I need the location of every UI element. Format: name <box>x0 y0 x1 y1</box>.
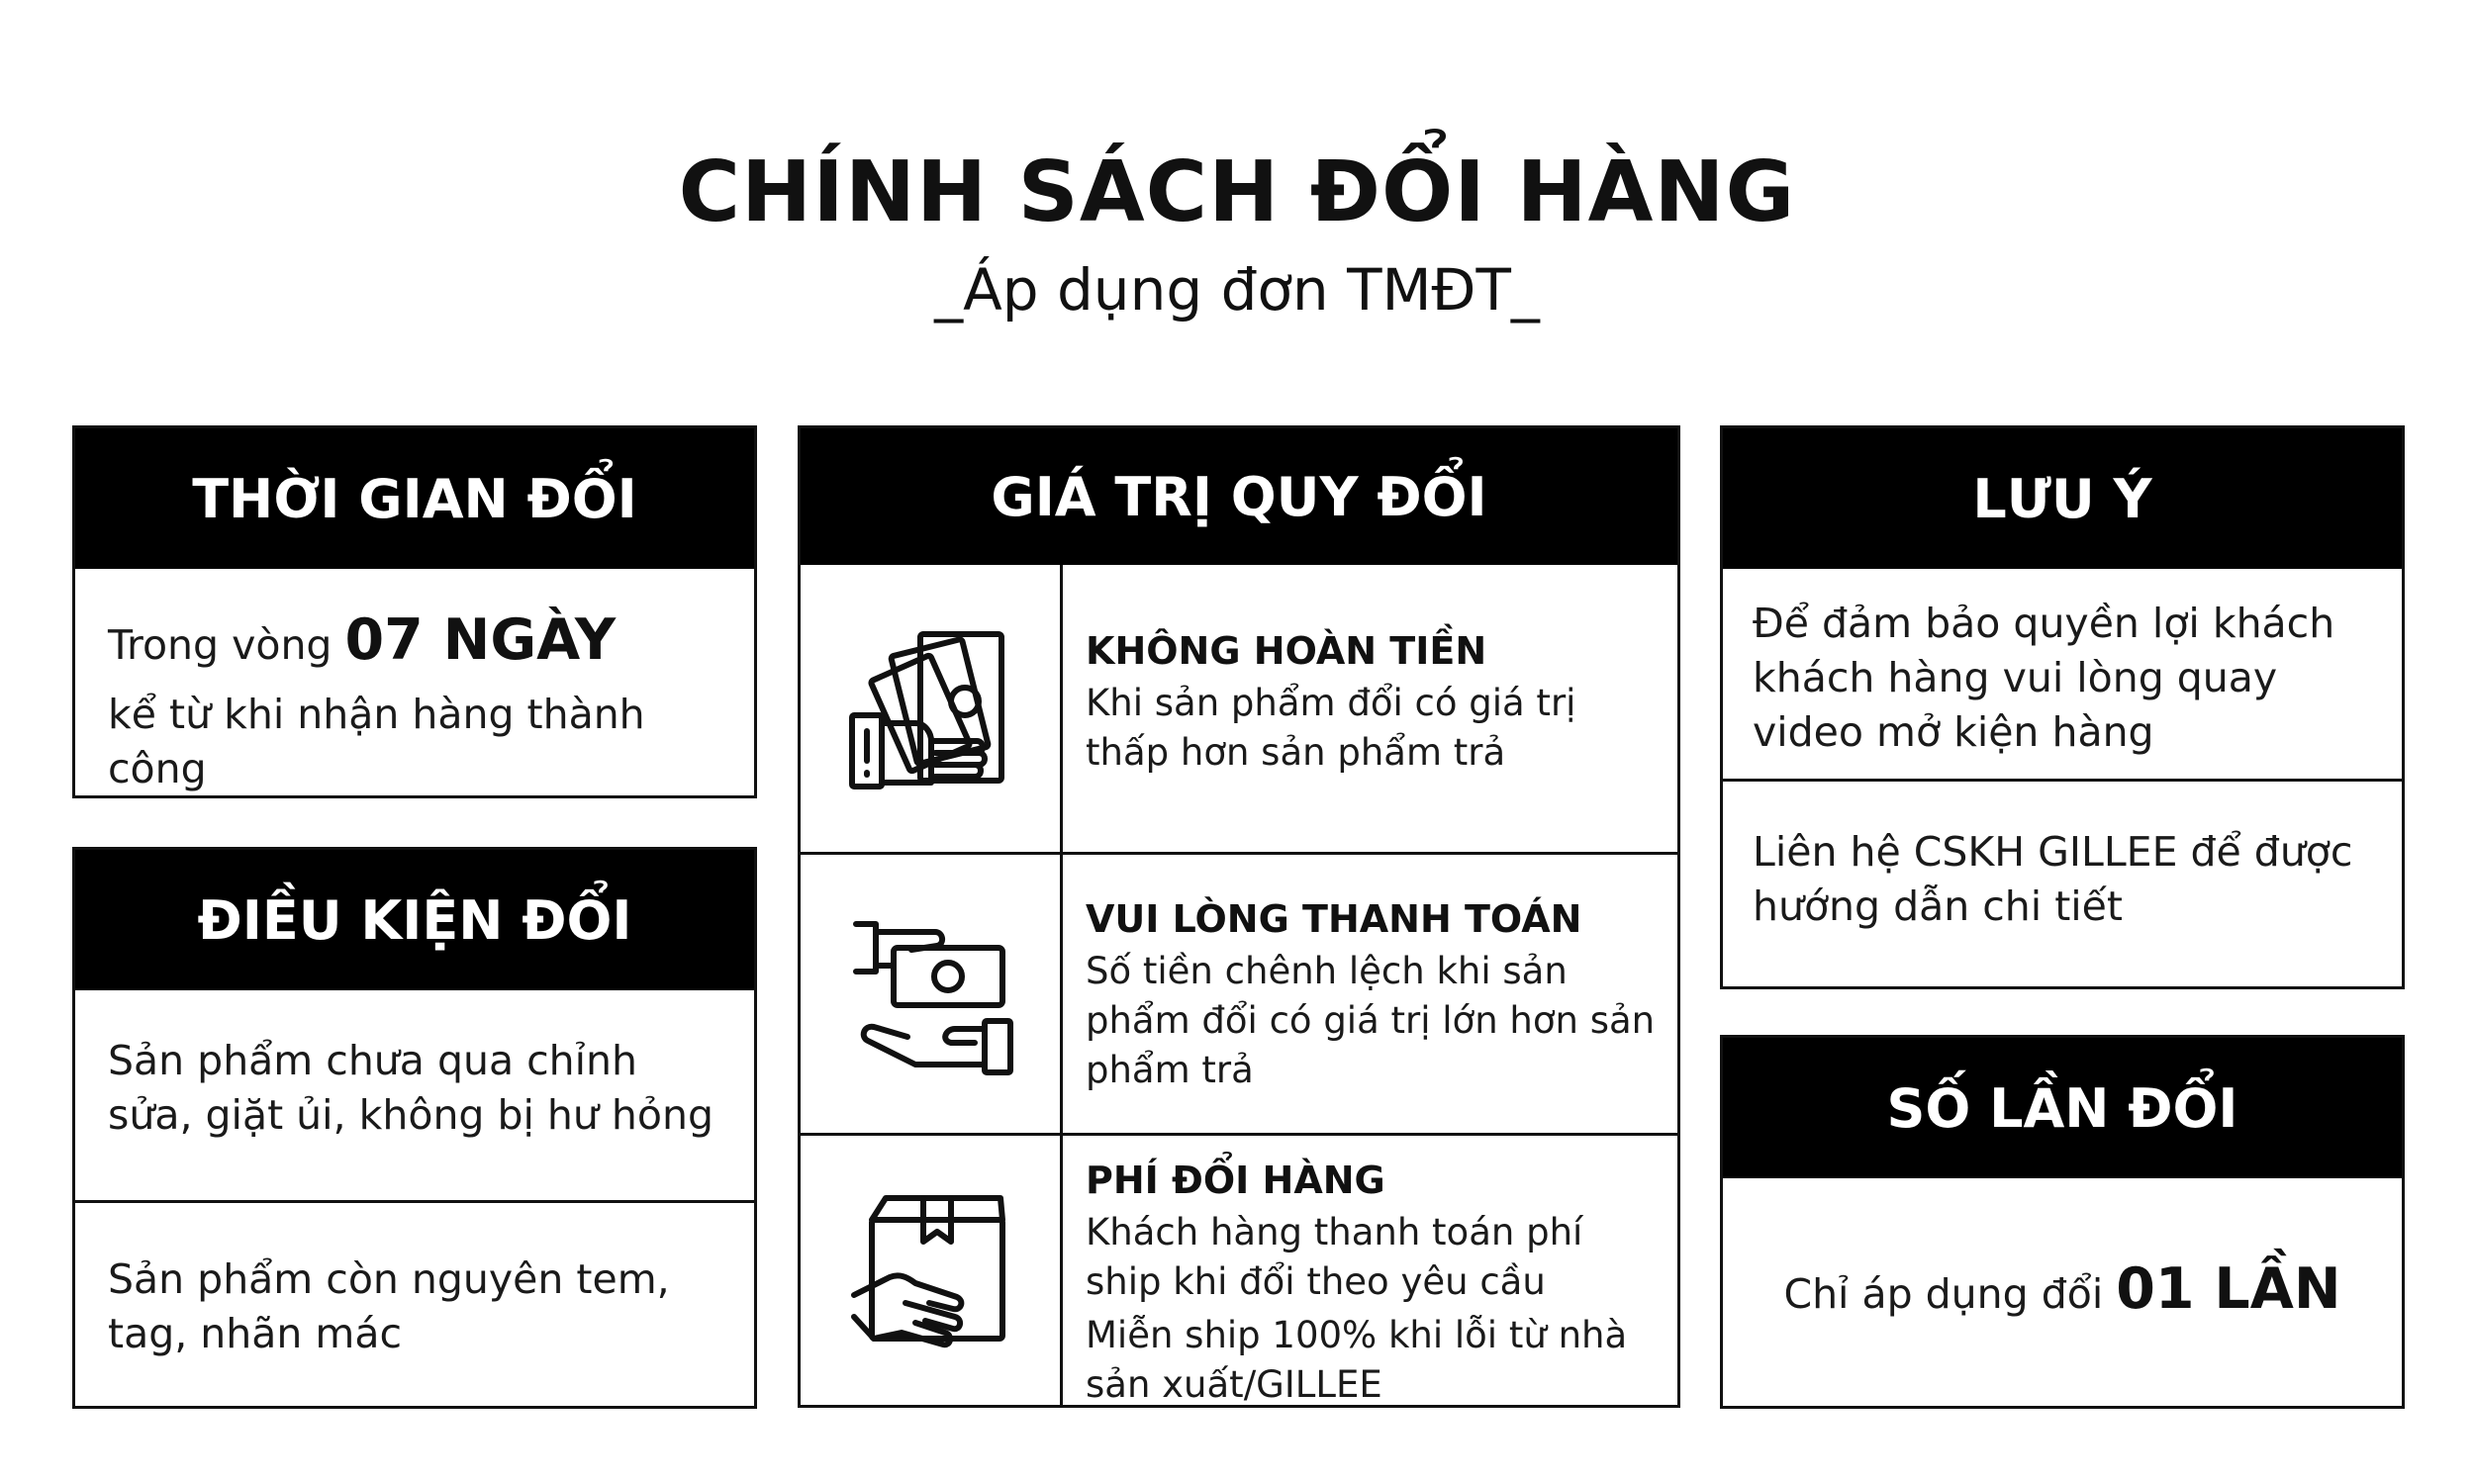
condition-item-1 <box>75 990 754 1200</box>
cash-hand-alert-icon <box>801 565 1063 852</box>
page-title: CHÍNH SÁCH ĐỔI HÀNG <box>678 143 1796 241</box>
exchange-condition-card <box>72 847 757 1409</box>
exchange-time-line2: kể từ khi nhận hàng thành công <box>108 691 645 792</box>
payment-hands-icon <box>801 855 1063 1133</box>
no-refund-text: Khi sản phẩm đổi có giá trị thấp hơn sản phẩm trả <box>1086 682 1576 774</box>
page-subtitle: _Áp dụng đơn TMĐT_ <box>934 256 1540 324</box>
condition-text-2: Sản phẩm còn nguyên tem, tag, nhãn mác <box>108 1255 670 1357</box>
exchange-fee-text2: Miễn ship 100% khi lỗi từ nhà sản xuất/GILLEE <box>1086 1314 1628 1406</box>
value-row-please-pay <box>801 852 1677 1133</box>
exchange-fee-text: Khách hàng thanh toán phí ship khi đổi theo yêu cầu <box>1086 1211 1583 1303</box>
please-pay-title: VUI LÒNG THANH TOÁN <box>1086 897 1582 941</box>
value-row-exchange-fee <box>801 1133 1677 1405</box>
exchange-count-highlight: 01 LẦN <box>2116 1256 2341 1322</box>
exchange-count-prefix: Chỉ áp dụng đổi <box>1783 1270 2117 1318</box>
exchange-time-highlight: 07 NGÀY <box>344 607 617 673</box>
condition-text-1: Sản phẩm chưa qua chỉnh sửa, giặt ủi, không bị hư hỏng <box>108 1037 714 1139</box>
exchange-time-body <box>75 569 754 795</box>
exchange-value-heading: GIÁ TRỊ QUY ĐỔI <box>801 428 1677 565</box>
note-heading: LƯU Ý <box>1723 428 2402 569</box>
note-text-2: Liên hệ CSKH GILLEE để được hướng dẫn chi tiết <box>1753 828 2353 930</box>
note-item-2 <box>1723 779 2402 986</box>
exchange-value-card <box>798 425 1680 1408</box>
exchange-count-card <box>1720 1035 2405 1409</box>
exchange-time-heading: THỜI GIAN ĐỔI <box>75 428 754 569</box>
exchange-time-card <box>72 425 757 798</box>
exchange-fee-title: PHÍ ĐỔI HÀNG <box>1086 1159 1385 1202</box>
note-text-1: Để đảm bảo quyền lợi khách khách hàng vui lòng quay video mở kiện hàng <box>1753 600 2335 756</box>
condition-item-2 <box>75 1200 754 1406</box>
exchange-count-heading: SỐ LẦN ĐỔI <box>1723 1038 2402 1178</box>
note-card <box>1720 425 2405 989</box>
note-item-1 <box>1723 569 2402 779</box>
please-pay-text: Số tiền chênh lệch khi sản phẩm đổi có giá trị lớn hơn sản phẩm trả <box>1086 950 1656 1091</box>
exchange-count-body <box>1723 1178 2402 1406</box>
no-refund-title: KHÔNG HOÀN TIỀN <box>1086 629 1487 673</box>
value-row-no-refund <box>801 565 1677 852</box>
exchange-time-prefix: Trong vòng <box>108 621 345 669</box>
exchange-condition-heading: ĐIỀU KIỆN ĐỔI <box>75 850 754 990</box>
box-hand-icon <box>801 1136 1063 1405</box>
